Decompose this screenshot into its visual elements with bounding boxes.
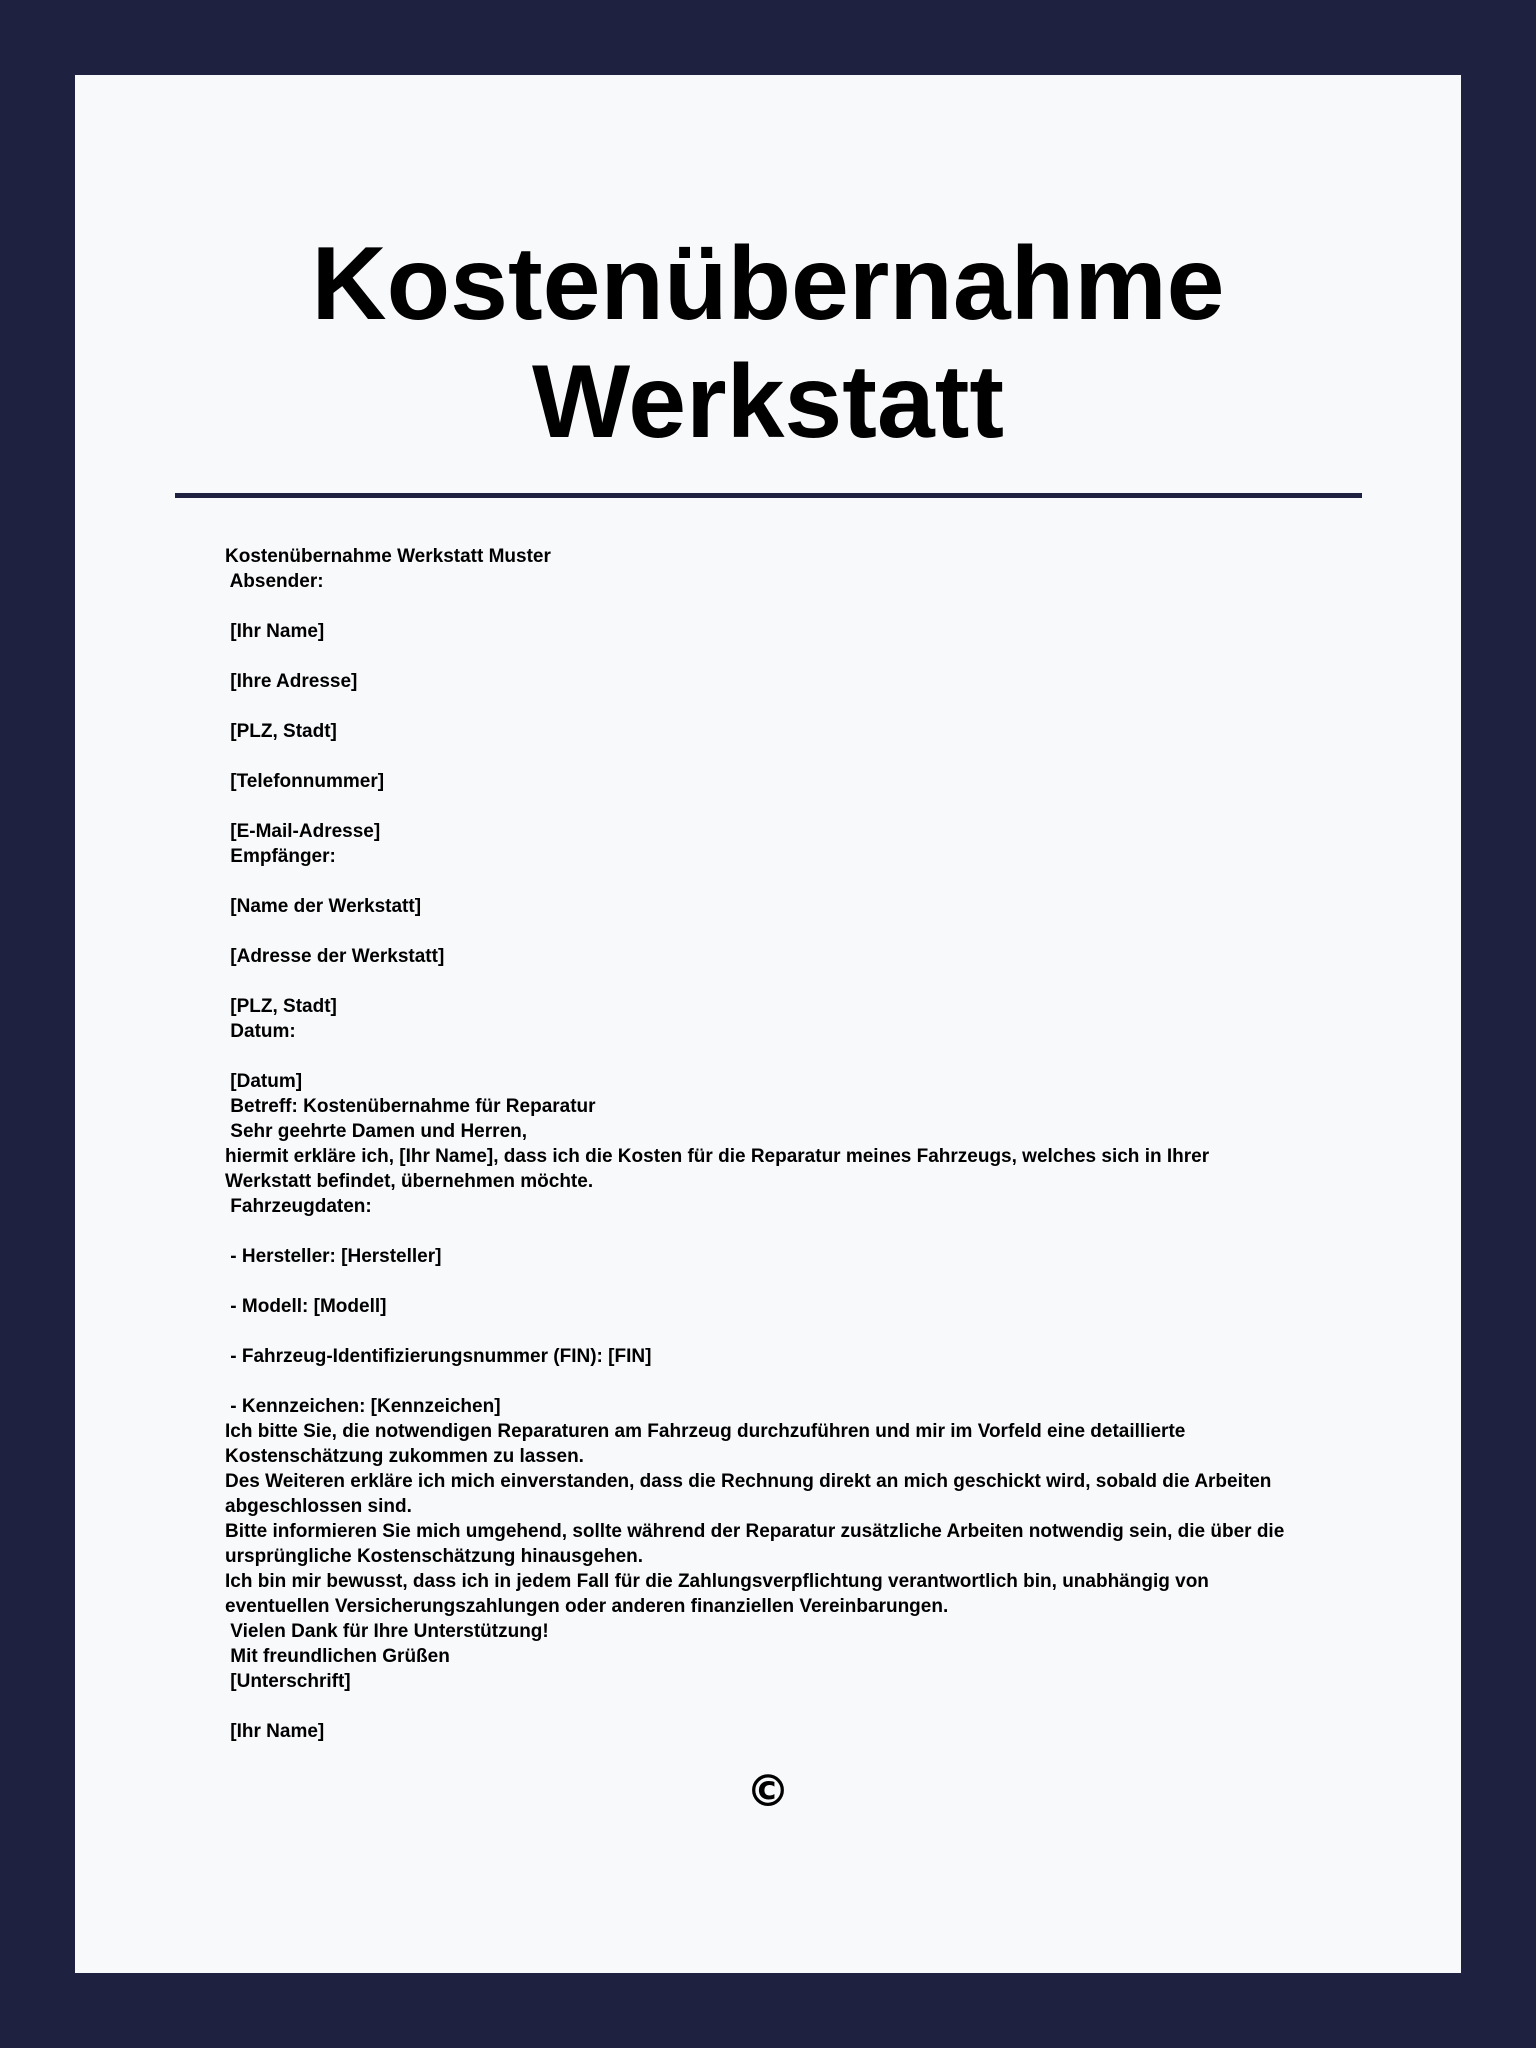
letter-line: - Modell: [Modell]: [225, 1296, 387, 1317]
copyright-icon: ©: [746, 1766, 790, 1817]
letter-line: Datum:: [225, 1021, 296, 1042]
letter-line: - Fahrzeug-Identifizierungsnummer (FIN): [FIN]: [225, 1346, 652, 1367]
document-title: [75, 225, 1461, 461]
letter-line: [Ihre Adresse]: [225, 671, 358, 692]
letter-line: [225, 1319, 1425, 1344]
letter-line: Empfänger:: [225, 846, 336, 867]
letter-line: [PLZ, Stadt]: [225, 721, 337, 742]
letter-line: Mit freundlichen Grüßen: [225, 1646, 450, 1667]
document-sheet: [75, 75, 1461, 1973]
letter-line: Betreff: Kostenübernahme für Reparatur: [225, 1096, 596, 1117]
letter-line: Ich bin mir bewusst, dass ich in jedem Fall für die Zahlungsverpflichtung verantwortlich bin, unabhängig von: [225, 1571, 1209, 1592]
letter-line: [Ihr Name]: [225, 621, 325, 642]
letter-line: Vielen Dank für Ihre Unterstützung!: [225, 1621, 549, 1642]
letter-line: Des Weiteren erkläre ich mich einverstanden, dass die Rechnung direkt an mich geschickt wird, sobald die Arbeiten: [225, 1471, 1272, 1492]
letter-line: [225, 1269, 1425, 1294]
letter-line: [225, 744, 1425, 769]
letter-line: [225, 869, 1425, 894]
letter-line: [225, 1694, 1425, 1719]
letter-line: [Datum]: [225, 1071, 303, 1092]
letter-line: Fahrzeugdaten:: [225, 1196, 372, 1217]
title-divider: [175, 493, 1362, 498]
letter-line: eventuellen Versicherungszahlungen oder anderen finanziellen Vereinbarungen.: [225, 1596, 949, 1617]
letter-line: Sehr geehrte Damen und Herren,: [225, 1121, 527, 1142]
letter-line: Kostenübernahme Werkstatt Muster: [225, 546, 551, 567]
letter-line: ursprüngliche Kostenschätzung hinausgehen.: [225, 1546, 644, 1567]
letter-line: hiermit erkläre ich, [Ihr Name], dass ich die Kosten für die Reparatur meines Fahrzeugs, welches sich in Ihrer: [225, 1146, 1210, 1167]
letter-line: [Telefonnummer]: [225, 771, 385, 792]
letter-line: [PLZ, Stadt]: [225, 996, 337, 1017]
title-line-1: Kostenübernahme: [311, 226, 1225, 342]
letter-line: - Kennzeichen: [Kennzeichen]: [225, 1396, 501, 1417]
letter-line: [225, 1219, 1425, 1244]
letter-line: abgeschlossen sind.: [225, 1496, 412, 1517]
letter-line: Werkstatt befindet, übernehmen möchte.: [225, 1171, 594, 1192]
letter-line: [Unterschrift]: [225, 1671, 351, 1692]
letter-line: [225, 644, 1425, 669]
letter-line: Bitte informieren Sie mich umgehend, sollte während der Reparatur zusätzliche Arbeiten notwendig sein, die über die: [225, 1521, 1285, 1542]
letter-line: [225, 1369, 1425, 1394]
letter-body: [225, 544, 1425, 1744]
letter-line: [Name der Werkstatt]: [225, 896, 422, 917]
letter-line: [225, 794, 1425, 819]
letter-line: - Hersteller: [Hersteller]: [225, 1246, 442, 1267]
letter-line: [225, 694, 1425, 719]
letter-line: [E-Mail-Adresse]: [225, 821, 381, 842]
letter-line: [Ihr Name]: [225, 1721, 325, 1742]
letter-line: Absender:: [225, 571, 324, 592]
letter-line: Kostenschätzung zukommen zu lassen.: [225, 1446, 584, 1467]
letter-line: [Adresse der Werkstatt]: [225, 946, 445, 967]
title-line-2: Werkstatt: [531, 344, 1004, 460]
letter-line: Ich bitte Sie, die notwendigen Reparaturen am Fahrzeug durchzuführen und mir im Vorfeld eine detaillierte: [225, 1421, 1186, 1442]
letter-line: [225, 1044, 1425, 1069]
letter-line: [225, 919, 1425, 944]
letter-line: [225, 594, 1425, 619]
letter-line: [225, 969, 1425, 994]
